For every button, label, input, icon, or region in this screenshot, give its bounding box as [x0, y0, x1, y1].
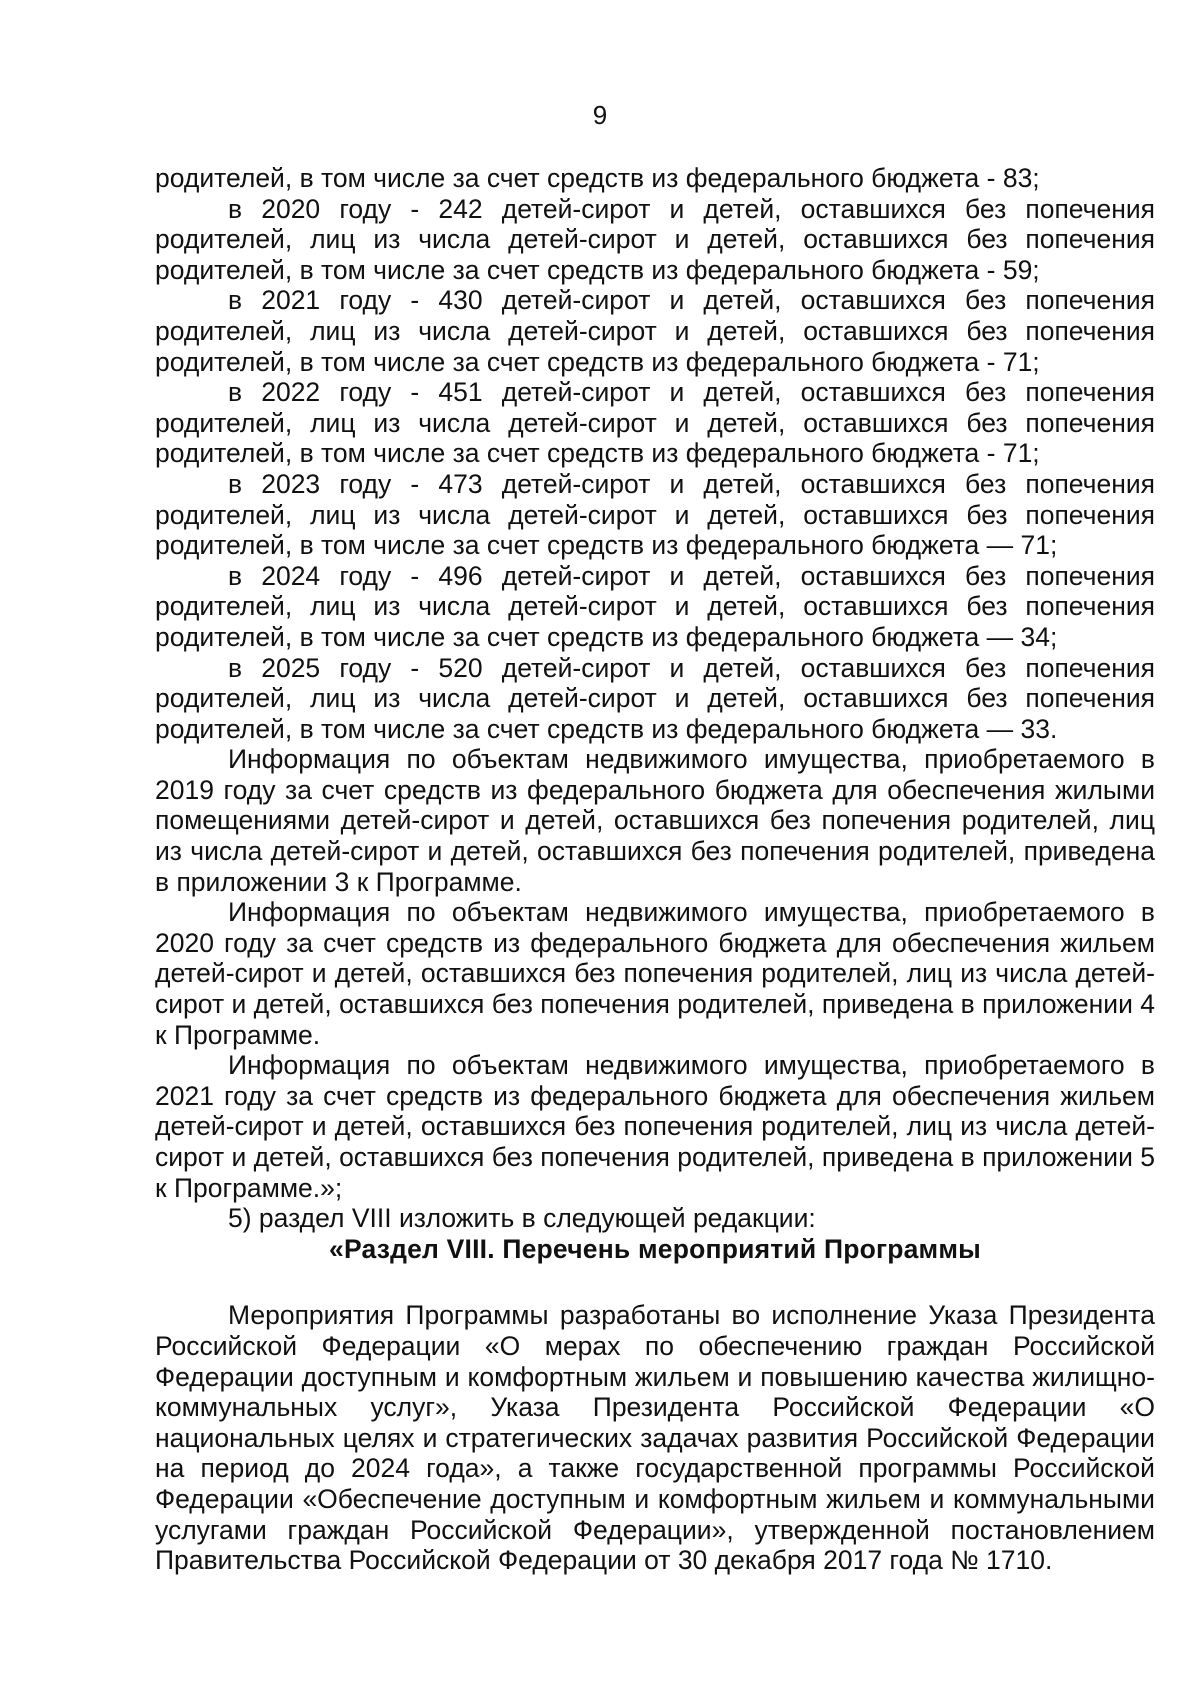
page-number: 9 — [592, 100, 608, 130]
paragraph-section-intro: 5) раздел VIII изложить в следующей редакции: — [228, 1203, 816, 1234]
paragraph-year-2023: в 2023 году - 473 детей-сирот и детей, оставшихся без попечения родителей, лиц из числа детей-сирот и детей, оставшихся без попечения родителей, в том числе за счет средств из федерального бюджета — 71; — [155, 468, 1155, 561]
paragraph-year-2022: в 2022 году - 451 детей-сирот и детей, оставшихся без попечения родителей, лиц из числа детей-сирот и детей, оставшихся без попечения родителей, в том числе за счет средств из федерального бюджета - 71; — [155, 377, 1155, 469]
paragraph-info-2019: Информация по объектам недвижимого имущества, приобретаемого в 2019 году за счет средств из федерального бюджета для обеспечения жилыми помещениями детей-сирот и детей, оставшихся без попечения родителей, лиц из числа детей-сирот и детей, оставшихся без попечения родителей, приведена в приложении 3 к Программе. — [155, 744, 1155, 897]
document-body — [155, 163, 1155, 1576]
paragraph-year-2025: в 2025 году - 520 детей-сирот и детей, оставшихся без попечения родителей, лиц из числа детей-сирот и детей, оставшихся без попечения родителей, в том числе за счет средств из федерального бюджета — 33. — [155, 652, 1155, 744]
paragraph-continuation: родителей, в том числе за счет средств из федерального бюджета - 83; — [155, 163, 1040, 193]
section-heading: «Раздел VIII. Перечень мероприятий Программы — [329, 1233, 981, 1264]
paragraph-info-2021: Информация по объектам недвижимого имущества, приобретаемого в 2021 году за счет средств из федерального бюджета для обеспечения жильем детей-сирот и детей, оставшихся без попечения родителей, лиц из числа детей-сирот и детей, оставшихся без попечения родителей, приведена в приложении 5 к Программе.»; — [155, 1050, 1155, 1203]
paragraph-year-2021: в 2021 году - 430 детей-сирот и детей, оставшихся без попечения родителей, лиц из числа детей-сирот и детей, оставшихся без попечения родителей, в том числе за счет средств из федерального бюджета - 71; — [155, 285, 1155, 377]
paragraph-info-2020: Информация по объектам недвижимого имущества, приобретаемого в 2020 году за счет средств из федерального бюджета для обеспечения жильем детей-сирот и детей, оставшихся без попечения родителей, лиц из числа детей-сирот и детей, оставшихся без попечения родителей, приведена в приложении 4 к Программе. — [155, 897, 1155, 1050]
paragraph-year-2024: в 2024 году - 496 детей-сирот и детей, оставшихся без попечения родителей, лиц из числа детей-сирот и детей, оставшихся без попечения родителей, в том числе за счет средств из федерального бюджета — 34; — [155, 560, 1155, 652]
paragraph-year-2020: в 2020 году - 242 детей-сирот и детей, оставшихся без попечения родителей, лиц из числа детей-сирот и детей, оставшихся без попечения родителей, в том числе за счет средств из федерального бюджета - 59; — [155, 193, 1155, 285]
paragraph-measures: Мероприятия Программы разработаны во исполнение Указа Президента Российской Федерации «О мерах по обеспечению граждан Российской Федерации доступным и комфортным жильем и повышению качества жилищно-коммунальных услуг», Указа Президента Российской Федерации «О национальных целях и стратегических задачах развития Российской Федерации на период до 2024 года», а также государственной программы Российской Федерации «Обеспечение доступным и комфортным жильем и коммунальными услугами граждан Российской Федерации», утвержденной постановлением Правительства Российской Федерации от 30 декабря 2017 года № 1710. — [155, 1300, 1155, 1576]
